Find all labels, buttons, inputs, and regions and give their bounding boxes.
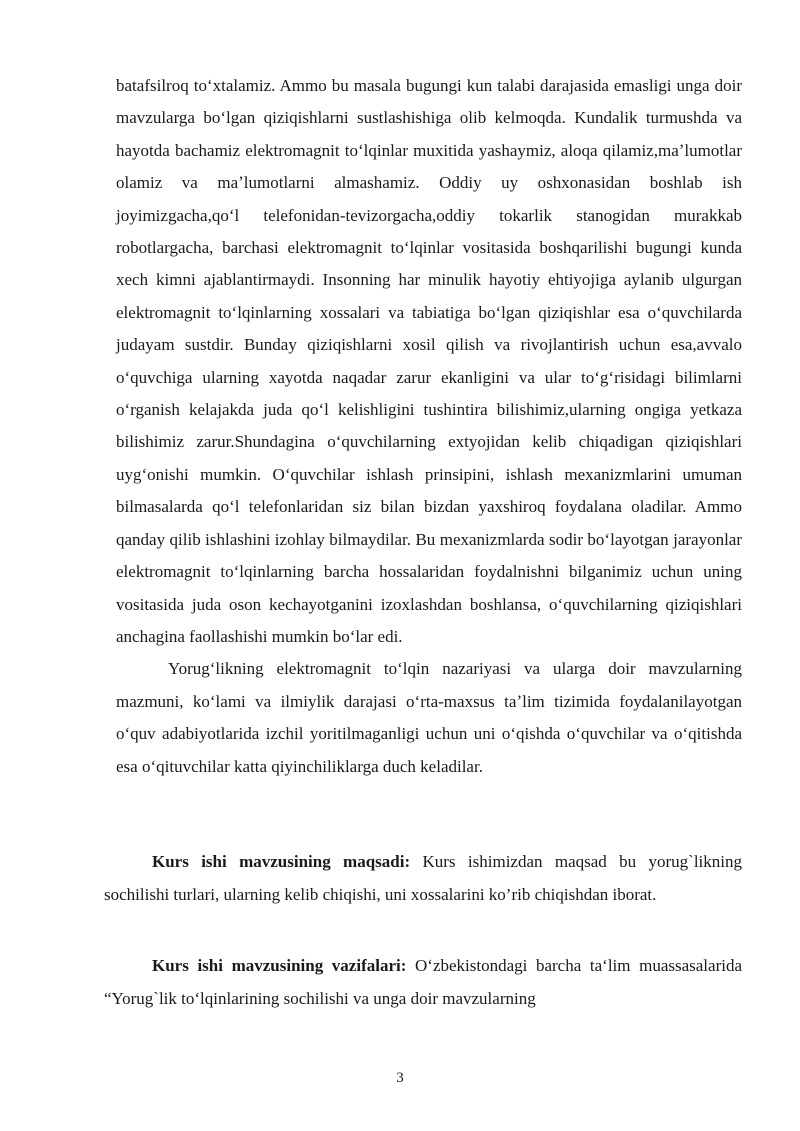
paragraph-electromagnetic-interest: batafsilroq toʻxtalamiz. Ammo bu masala bugungi kun talabi darajasida emasligi unga doir mavzularga boʻlgan qiziqishlarni sustlashishiga olib kelmoqda. Kundalik turmushda va hayotda bachamiz elektromagnit toʻlqinlar muxitida yashaymiz, aloqa qilamiz,maʼlumotlar olamiz va maʼlumotlarni almashamiz. Oddiy uy oshxonasidan boshlab ish joyimizgacha,qoʻl telefonidan-tevizorgacha,oddiy tokarlik stanogidan murakkab robotlargacha, barchasi elektromagnit toʻlqinlar vositasida boshqarilishi bugungi kunda xech kimni ajablantirmaydi. Insonning har minulik hayotiy ehtiyojiga aylanib ulgurgan elektromagnit toʻlqinlarning xossalari va tabiatiga boʻlgan qiziqishlar esa oʻquvchilarda judayam sustdir. Bunday qiziqishlarni xosil qilish va rivojlantirish uchun esa,avvalo oʻquvchiga ularning xayotda naqadar zarur ekanligini va ular toʻgʻrisidagi bilimlarni oʻrganish kelajakda juda qoʻl kelishligini tushintira bilishimiz,ularning ongiga yetkaza bilishimiz zarur.Shundagina oʻquvchilarning extyojidan kelib chiqadigan qiziqishlari uygʻonishi mumkin. Oʻquvchilar ishlash prinsipini, ishlash mexanizmlarini umuman bilmasalarda qoʻl telefonlaridan siz bilan bizdan yaxshiroq foydalana oladilar. Ammo qanday qilib ishlashini izohlay bilmaydilar. Bu mexanizmlarda sodir boʻlayotgan jarayonlar elektromagnit toʻlqinlarning barcha hossalaridan foydalnishni bilganimiz uchun uning vositasida juda oson kechayotganini izoxlashdan boshlansa, oʻquvchilarning qiziqishlari anchagina faollashishi mumkin boʻlar edi. bbox=[116, 76, 742, 646]
section-goal bbox=[104, 846, 742, 911]
page-number: 3 bbox=[396, 1070, 404, 1086]
section-goal-text: Kurs ishimizdan maqsad bu yorug`likning sochilishi turlari, ularning kelib chiqishi, uni xossalarini ko’rib chiqishdan iborat. bbox=[104, 852, 743, 904]
section-tasks bbox=[104, 950, 742, 1015]
section-tasks-text: Oʻzbekistondagi barcha taʻlim muassasalarida “Yorug`lik toʻlqinlarining sochilishi va unga doir mavzularning bbox=[104, 956, 742, 1008]
section-tasks-heading: Kurs ishi mavzusining vazifalari: bbox=[152, 956, 407, 975]
section-goal-heading: Kurs ishi mavzusining maqsadi: bbox=[152, 852, 411, 871]
paragraph-light-theory: Yorugʻlikning elektromagnit toʻlqin nazariyasi va ularga doir mavzularning mazmuni, koʻlami va ilmiylik darajasi oʻrta-maxsus taʼlim tizimida foydalanilayotgan oʻquv adabiyotlarida izchil yoritilmaganligi uchun uni oʻqishda oʻquvchilar va oʻqitishda esa oʻqituvchilar katta qiyinchiliklarga duch keladilar. bbox=[116, 659, 742, 776]
body-text bbox=[116, 70, 742, 783]
